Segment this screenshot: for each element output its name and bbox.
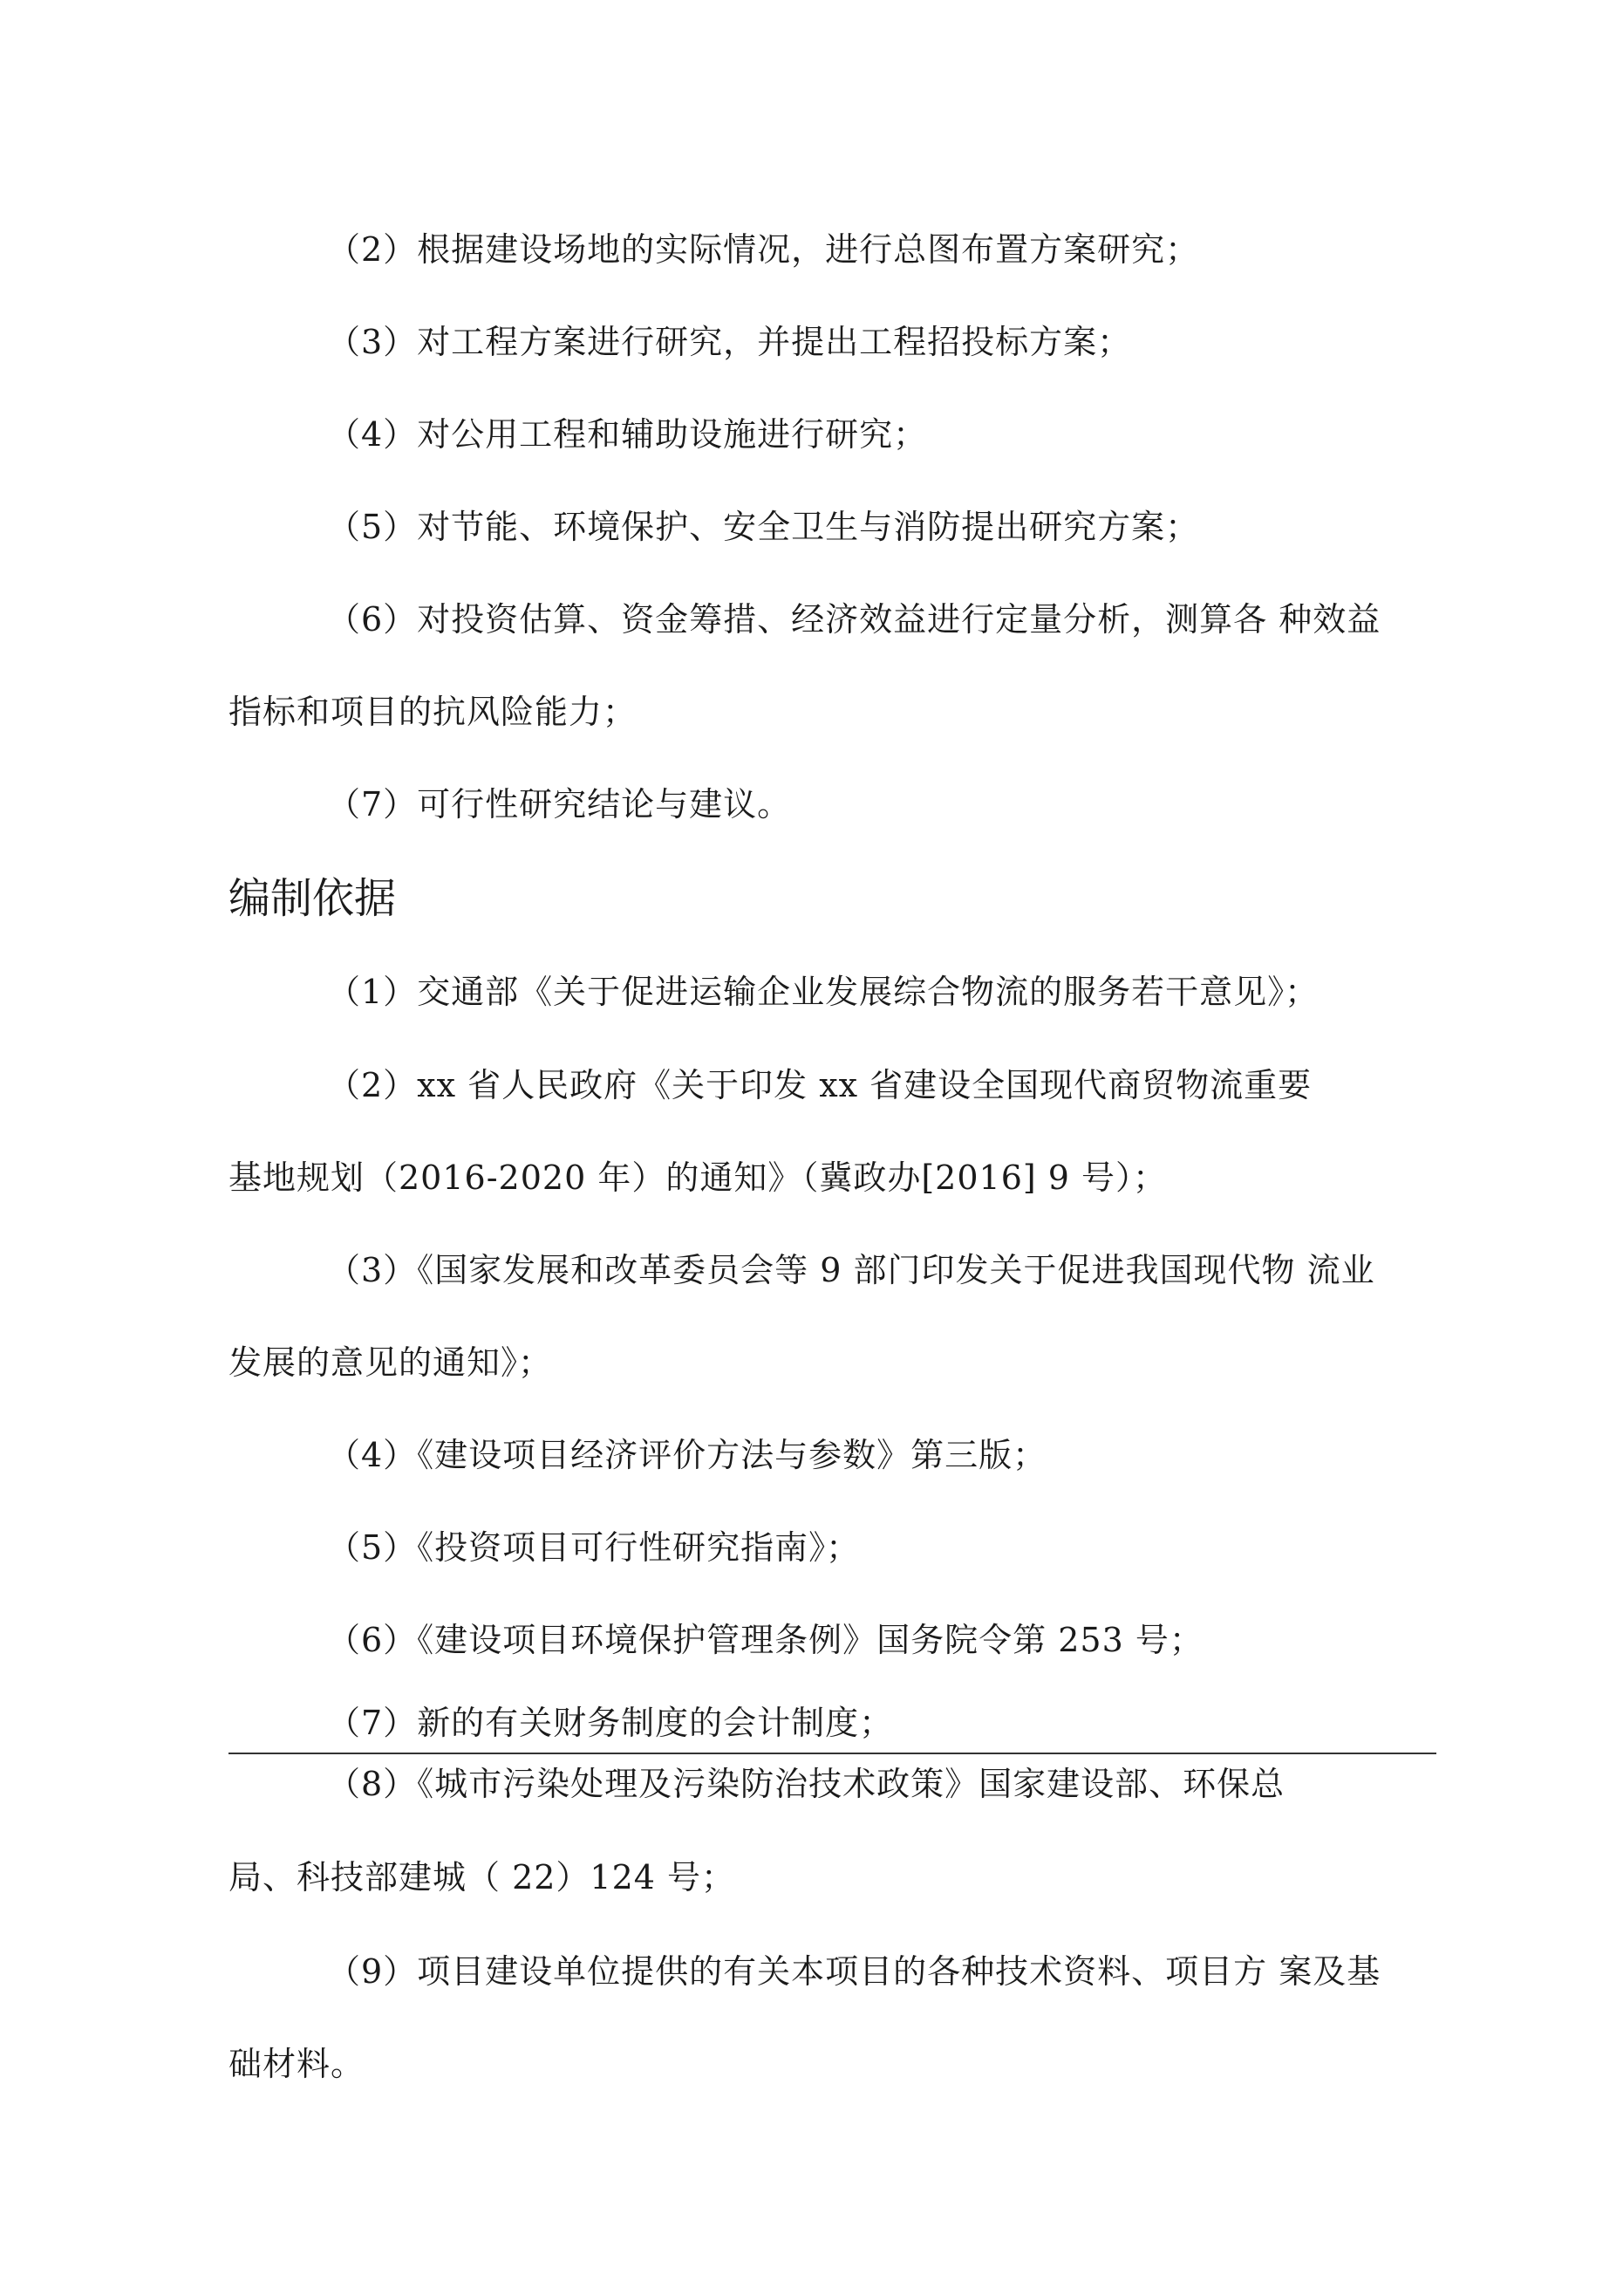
basis-item-9-continued: 础材料。 xyxy=(228,2045,365,2083)
section-heading: 编制依据 xyxy=(228,874,397,923)
basis-item-9: （9）项目建设单位提供的有关本项目的各种技术资料、项目方 案及基 xyxy=(327,1952,1381,1991)
scope-item-6-continued: 指标和项目的抗风险能力； xyxy=(228,693,638,731)
basis-item-3: （3）《国家发展和改革委员会等 9 部门印发关于促进我国现代物 流业 xyxy=(327,1251,1375,1289)
basis-item-3-continued: 发展的意见的通知》； xyxy=(228,1343,553,1382)
page-divider xyxy=(228,1753,1436,1754)
basis-item-1: （1）交通部《关于促进运输企业发展综合物流的服务若干意见》； xyxy=(327,973,1320,1011)
basis-item-4: （4）《建设项目经济评价方法与参数》第三版； xyxy=(327,1436,1047,1474)
scope-item-5: （5）对节能、环境保护、安全卫生与消防提出研究方案； xyxy=(327,508,1200,546)
scope-item-4: （4）对公用工程和辅助设施进行研究； xyxy=(327,415,928,454)
basis-item-8-continued: 局、科技部建城（ 22）124 号； xyxy=(228,1858,736,1896)
basis-item-2-continued: 基地规划（2016-2020 年）的通知》（冀政办[2016] 9 号）； xyxy=(228,1158,1168,1197)
basis-item-2: （2）xx 省人民政府《关于印发 xx 省建设全国现代商贸物流重要 xyxy=(327,1066,1313,1104)
scope-item-3: （3）对工程方案进行研究，并提出工程招投标方案； xyxy=(327,323,1132,361)
basis-item-8: （8）《城市污染处理及污染防治技术政策》国家建设部、环保总 xyxy=(327,1765,1285,1803)
basis-item-6: （6）《建设项目环境保护管理条例》国务院令第 253 号； xyxy=(327,1621,1204,1659)
scope-item-6: （6）对投资估算、资金筹措、经济效益进行定量分析，测算各 种效益 xyxy=(327,600,1381,639)
scope-item-2: （2）根据建设场地的实际情况，进行总图布置方案研究； xyxy=(327,230,1200,269)
basis-item-5: （5）《投资项目可行性研究指南》； xyxy=(327,1528,861,1567)
basis-item-7: （7）新的有关财务制度的会计制度； xyxy=(327,1704,894,1742)
scope-item-7: （7）可行性研究结论与建议。 xyxy=(327,785,792,823)
